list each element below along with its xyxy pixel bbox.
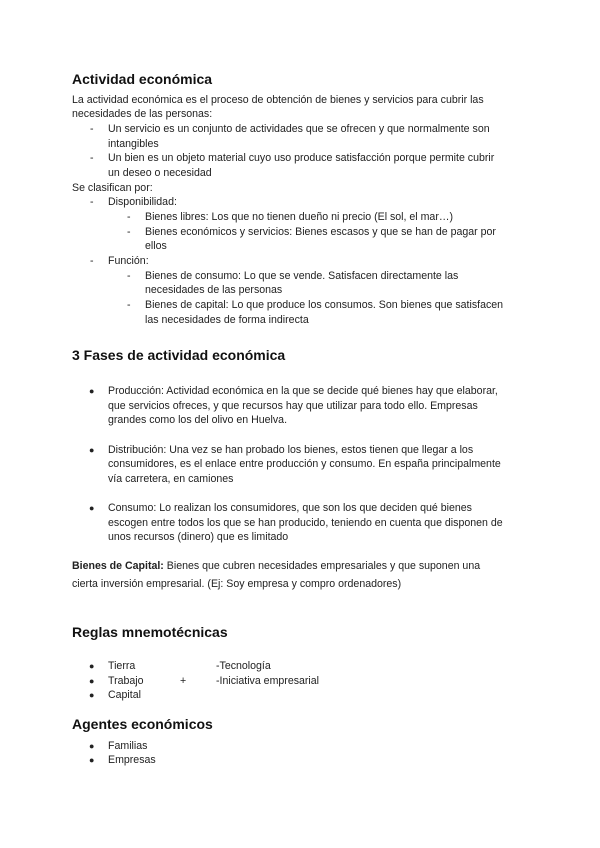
bienes-consumo-line-1: Bienes de consumo: Lo que se vende. Satisfacen directamente las bbox=[145, 270, 459, 282]
bullet-marker: ● bbox=[89, 676, 95, 686]
disponibilidad-label: Disponibilidad: bbox=[108, 196, 177, 208]
consumo-line-3: unos recursos (dinero) que es limitado bbox=[108, 531, 289, 543]
bien-line-1: Un bien es un objeto material cuyo uso produce satisfacción porque permite cubrir bbox=[108, 152, 495, 164]
distribucion-line-2: consumidores, es el enlace entre producción y consumo. En españa principalmente bbox=[108, 458, 501, 470]
bienes-economicos-line-1: Bienes económicos y servicios: Bienes escasos y que se han de pagar por bbox=[145, 226, 496, 238]
regla-tierra: Tierra bbox=[108, 660, 136, 672]
servicio-line-2: intangibles bbox=[108, 138, 159, 150]
dash-marker: - bbox=[127, 211, 131, 223]
intro-line-1: La actividad económica es el proceso de obtención de bienes y servicios para cubrir las bbox=[72, 94, 484, 106]
regla-iniciativa: -Iniciativa empresarial bbox=[216, 675, 320, 687]
classify-label: Se clasifican por: bbox=[72, 182, 153, 194]
bullet-marker: ● bbox=[89, 755, 95, 765]
bullet-marker: ● bbox=[89, 503, 95, 513]
section-title-agentes: Agentes económicos bbox=[72, 716, 213, 732]
dash-marker: - bbox=[127, 270, 131, 282]
bullet-marker: ● bbox=[89, 445, 95, 455]
regla-capital: Capital bbox=[108, 689, 141, 701]
regla-plus: + bbox=[180, 675, 187, 687]
bienes-capital-label: Bienes de Capital: bbox=[72, 560, 164, 572]
produccion-line-3: grandes como los del olivo en Huelva. bbox=[108, 414, 288, 426]
bullet-marker: ● bbox=[89, 690, 95, 700]
bienes-capital-line-2: las necesidades de forma indirecta bbox=[145, 314, 309, 326]
funcion-label: Función: bbox=[108, 255, 149, 267]
dash-marker: - bbox=[90, 255, 94, 267]
bullet-marker: ● bbox=[89, 741, 95, 751]
distribucion-line-1: Distribución: Una vez se han probado los bienes, estos tienen que llegar a los bbox=[108, 444, 474, 456]
dash-marker: - bbox=[127, 226, 131, 238]
distribucion-line-3: vía carretera, en camiones bbox=[108, 473, 234, 485]
dash-marker: - bbox=[90, 152, 94, 164]
bienes-libres: Bienes libres: Los que no tienen dueño ni precio (El sol, el mar…) bbox=[145, 211, 453, 223]
bienes-capital-line-1: Bienes de capital: Lo que produce los consumos. Son bienes que satisfacen bbox=[145, 299, 504, 311]
bienes-capital-paragraph bbox=[72, 559, 480, 574]
bienes-consumo-line-2: necesidades de las personas bbox=[145, 284, 283, 296]
bien-line-2: un deseo o necesidad bbox=[108, 167, 212, 179]
section-title-actividad: Actividad económica bbox=[72, 71, 213, 87]
dash-marker: - bbox=[90, 123, 94, 135]
produccion-line-2: que servicios ofreces, y que recursos hay que utilizar para todo ello. Empresas bbox=[108, 400, 478, 412]
bienes-capital-line-2: cierta inversión empresarial. (Ej: Soy empresa y compro ordenadores) bbox=[72, 578, 402, 590]
consumo-line-1: Consumo: Lo realizan los consumidores, que son los que deciden qué bienes bbox=[108, 502, 472, 514]
bienes-economicos-line-2: ellos bbox=[145, 240, 167, 252]
bullet-marker: ● bbox=[89, 386, 95, 396]
consumo-line-2: escogen entre todos los que se han producido, teniendo en cuenta que disponen de bbox=[108, 517, 503, 529]
produccion-line-1: Producción: Actividad económica en la que se decide qué bienes hay que elaborar, bbox=[108, 385, 498, 397]
bienes-capital-text: Bienes que cubren necesidades empresariales y que suponen una bbox=[163, 560, 481, 572]
intro-line-2: necesidades de las personas: bbox=[72, 108, 213, 120]
dash-marker: - bbox=[127, 299, 131, 311]
bullet-marker: ● bbox=[89, 661, 95, 671]
regla-tecnologia: -Tecnología bbox=[216, 660, 271, 672]
section-title-fases: 3 Fases de actividad económica bbox=[72, 347, 286, 363]
servicio-line-1: Un servicio es un conjunto de actividades que se ofrecen y que normalmente son bbox=[108, 123, 490, 135]
agente-familias: Familias bbox=[108, 740, 148, 752]
section-title-reglas: Reglas mnemotécnicas bbox=[72, 624, 228, 640]
agente-empresas: Empresas bbox=[108, 754, 156, 766]
dash-marker: - bbox=[90, 196, 94, 208]
regla-trabajo: Trabajo bbox=[108, 675, 144, 687]
